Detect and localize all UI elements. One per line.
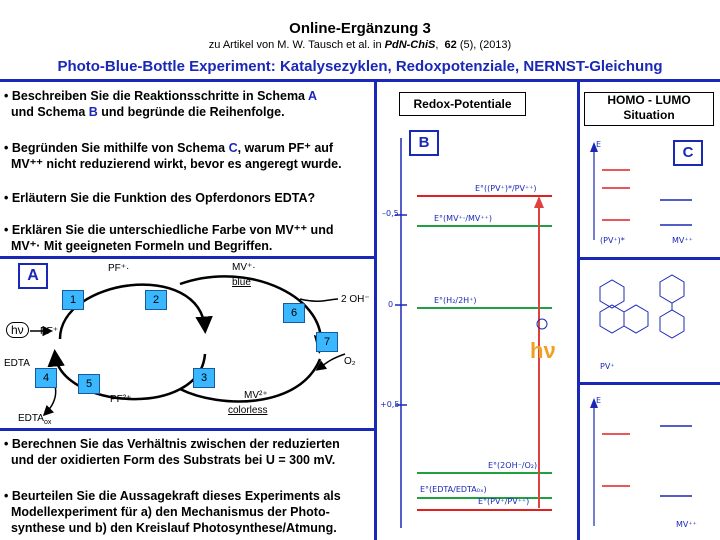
homo-lumo-label: HOMO - LUMO — [607, 93, 691, 107]
edta-label: EDTA — [4, 358, 30, 369]
question-6-text: • Beurteilen Sie die Aussagekraft dieses Experiments als — [4, 489, 341, 503]
scheme-c-ref: C — [228, 141, 238, 155]
question-1 — [4, 88, 317, 120]
question-2-text-3: MV⁺⁺ nicht reduzierend wirkt, bevor es angeregt wurde. — [4, 157, 342, 171]
energy-label-lower: E — [596, 396, 602, 405]
axis-plus-label: +0,5 — [380, 400, 400, 409]
blue-label: blue — [232, 277, 251, 288]
panel-c-low-divider — [580, 382, 720, 385]
hv-label: hν — [6, 322, 29, 338]
o2-label: O₂ — [344, 356, 356, 367]
citation-prefix: zu Artikel von M. W. Tausch et al. in — [208, 39, 385, 51]
axis-minus-label: –0,5 — [382, 209, 399, 218]
colorless-label: colorless — [228, 405, 268, 416]
mv-ring-2 — [660, 310, 684, 338]
scheme-b-tag: B — [409, 130, 439, 156]
potential-h2: E°(H₂/2H⁺) — [434, 296, 477, 305]
edta-ox-text: EDTA — [18, 413, 44, 424]
o2-arrow — [318, 354, 345, 369]
question-6-text-2: Modellexperiment für a) den Mechanismus der Photo- — [4, 505, 330, 519]
potential-pv: E°(PV⁺/PV⁺⁺) — [478, 497, 530, 506]
step-5: 5 — [78, 374, 100, 394]
pv-star-label: (PV⁺)* — [600, 236, 625, 245]
step-2: 2 — [145, 290, 167, 310]
top-divider — [0, 79, 720, 82]
pf-2plus-label: PF²⁺ — [110, 394, 132, 405]
oh-label: 2 OH⁻ — [341, 294, 370, 305]
question-5-text: • Berechnen Sie das Verhältnis zwischen der reduzierten — [4, 437, 340, 451]
pv-ring-1 — [600, 280, 624, 308]
question-2-text-2: , warum PF⁺ auf — [237, 141, 334, 155]
panel-c-mid-divider — [580, 257, 720, 260]
situation-label: Situation — [623, 108, 675, 122]
excitation-arrow-head — [534, 196, 544, 208]
question-2 — [4, 140, 342, 172]
scheme-a-ref: A — [308, 89, 318, 103]
mv-radical-label: MV⁺· — [232, 262, 256, 273]
pf-radical-label: PF⁺· — [108, 263, 130, 274]
mv-2plus-label: MV²⁺ — [244, 390, 268, 401]
step-4: 4 — [35, 368, 57, 388]
question-1-text-3: und begründe die Reihenfolge. — [97, 105, 285, 119]
page-title: Online-Ergänzung 3 — [289, 20, 431, 37]
redox-potential-diagram — [377, 118, 577, 538]
pf-plus-label: PF⁺ — [40, 326, 59, 337]
pv-ring-3 — [624, 305, 648, 333]
potential-mv: E°(MV⁺·/MV⁺⁺) — [434, 214, 492, 223]
question-6-text-3: synthese und b) den Kreislauf Photosynthese/Atmung. — [4, 521, 337, 535]
edta-ox-sub: ox — [43, 419, 52, 426]
question-1-text: • Beschreiben Sie die Reaktionsschritte in Schema — [4, 89, 309, 103]
issue-year: (5), (2013) — [456, 39, 512, 51]
step-7: 7 — [316, 332, 338, 352]
question-4-text-2: MV⁺· Mit geeigneten Formeln und Begriffen. — [4, 239, 273, 253]
volume: 62 — [444, 39, 457, 51]
page-subtitle: Photo-Blue-Bottle Experiment: Katalysezyklen, Redoxpotenziale, NERNST-Gleichung — [57, 58, 663, 75]
question-5 — [4, 436, 340, 468]
question-2-text: • Begründen Sie mithilfe von Schema — [4, 141, 229, 155]
potential-pv-star: E°((PV⁺)*/PV⁺⁺) — [475, 184, 537, 193]
homo-lumo-box — [584, 92, 714, 126]
edta-ox-label — [18, 413, 51, 426]
axis-zero-label: 0 — [388, 300, 394, 309]
redox-potentials-box: Redox-Potentiale — [399, 92, 526, 116]
step-6: 6 — [283, 303, 305, 323]
energy-label-top: E — [596, 140, 602, 149]
homo-lumo-diagram-lower — [580, 386, 720, 536]
question-4 — [4, 222, 333, 254]
question-4-text: • Erklären Sie die unterschiedliche Farbe von MV⁺⁺ und — [4, 223, 334, 237]
scheme-a-tag: A — [18, 263, 48, 289]
potential-oh: E°(2OH⁻/O₂) — [488, 461, 538, 470]
potential-edta: E°(EDTA/EDTA₀ₓ) — [420, 485, 487, 494]
question-1-text-2: und Schema — [4, 105, 89, 119]
mv-pp-label: MV⁺⁺ — [672, 236, 693, 245]
mv-ring-1 — [660, 275, 684, 303]
hv-excitation-label: hν — [530, 338, 556, 363]
mv-pp-lower-label: MV⁺⁺ — [676, 520, 697, 529]
pv-plus-label: PV⁺ — [600, 362, 615, 371]
oh-arrow — [300, 299, 338, 301]
citation: zu Artikel von M. W. Tausch et al. in PdN-ChiS, 62 (5), (2013) — [208, 39, 512, 51]
question-5-text-2: und der oxidierten Form des Substrats bei U = 300 mV. — [4, 453, 336, 467]
question-3: • Erläutern Sie die Funktion des Opferdonors EDTA? — [4, 191, 316, 205]
step-3: 3 — [193, 368, 215, 388]
scheme-c-tag: C — [673, 140, 703, 166]
scheme-a-bottom-border — [0, 428, 377, 431]
scheme-b-ref: B — [88, 105, 98, 119]
step-1: 1 — [62, 290, 84, 310]
pv-ring-2 — [600, 305, 624, 333]
question-6 — [4, 488, 341, 536]
journal-name: PdN-ChiS — [384, 39, 436, 51]
